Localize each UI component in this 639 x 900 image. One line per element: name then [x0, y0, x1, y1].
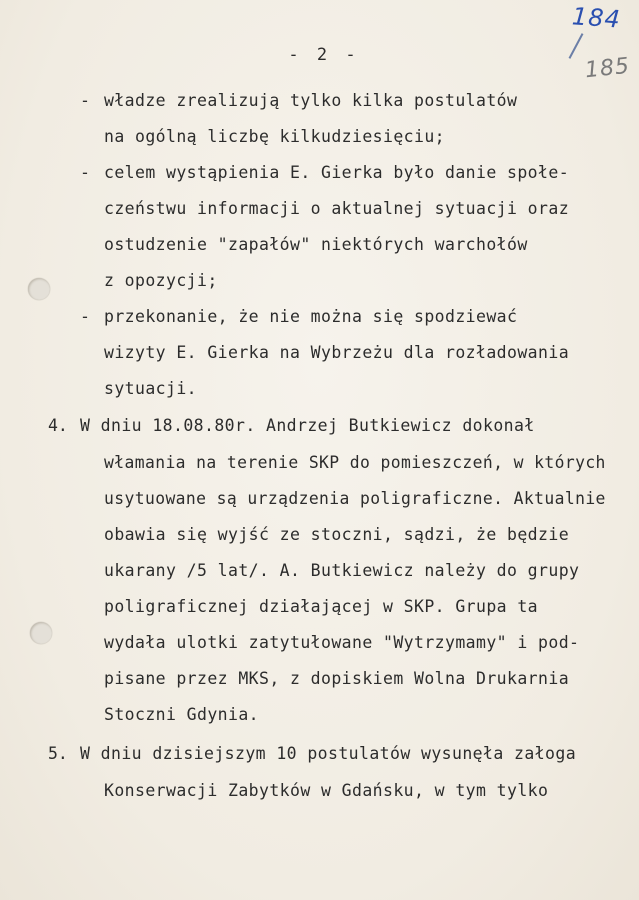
- text-line: W dniu 18.08.80r. Andrzej Butkiewicz dokonał: [80, 416, 535, 435]
- text-line: pisane przez MKS, z dopiskiem Wolna Drukarnia: [104, 669, 570, 688]
- text-line: czeństwu informacji o aktualnej sytuacji oraz: [104, 199, 570, 218]
- page-number: - 2 -: [288, 45, 360, 65]
- text-line: z opozycji;: [104, 271, 218, 290]
- punch-hole-bottom: [30, 622, 52, 644]
- text-line: Konserwacji Zabytków w Gdańsku, w tym tylko: [104, 781, 549, 800]
- list-number: 4.: [48, 416, 68, 435]
- bullet-dash: -: [80, 163, 90, 182]
- text-line: celem wystąpienia E. Gierka było danie społe-: [104, 163, 570, 182]
- handwritten-page-number: 185: [583, 53, 632, 84]
- punch-hole-top: [28, 278, 50, 300]
- bullet-dash: -: [80, 307, 90, 326]
- text-line: wizyty E. Gierka na Wybrzeżu dla rozładowania: [104, 343, 570, 362]
- text-line: Stoczni Gdynia.: [104, 705, 260, 724]
- text-line: obawia się wyjść ze stoczni, sądzi, że będzie: [104, 525, 570, 544]
- bullet-dash: -: [80, 91, 90, 110]
- list-number: 5.: [48, 744, 68, 763]
- text-line: ostudzenie "zapałów" niektórych warchołów: [104, 235, 528, 254]
- text-line: przekonanie, że nie można się spodziewać: [104, 307, 518, 326]
- text-line: sytuacji.: [104, 379, 198, 398]
- text-line: ukarany /5 lat/. A. Butkiewicz należy do grupy: [104, 561, 580, 580]
- text-line: usytuowane są urządzenia poligraficzne. Aktualnie: [104, 489, 606, 508]
- text-line: W dniu dzisiejszym 10 postulatów wysunęła załoga: [80, 744, 577, 763]
- text-line: poligraficznej działającej w SKP. Grupa ta: [104, 597, 539, 616]
- text-line: na ogólną liczbę kilkudziesięciu;: [104, 127, 446, 146]
- text-line: włamania na terenie SKP do pomieszczeń, w których: [104, 453, 606, 472]
- text-line: władze zrealizują tylko kilka postulatów: [104, 91, 518, 110]
- text-line: wydała ulotki zatytułowane "Wytrzymamy" i pod-: [104, 633, 580, 652]
- handwritten-strike: [569, 33, 584, 59]
- handwritten-archive-number: 184: [571, 2, 622, 34]
